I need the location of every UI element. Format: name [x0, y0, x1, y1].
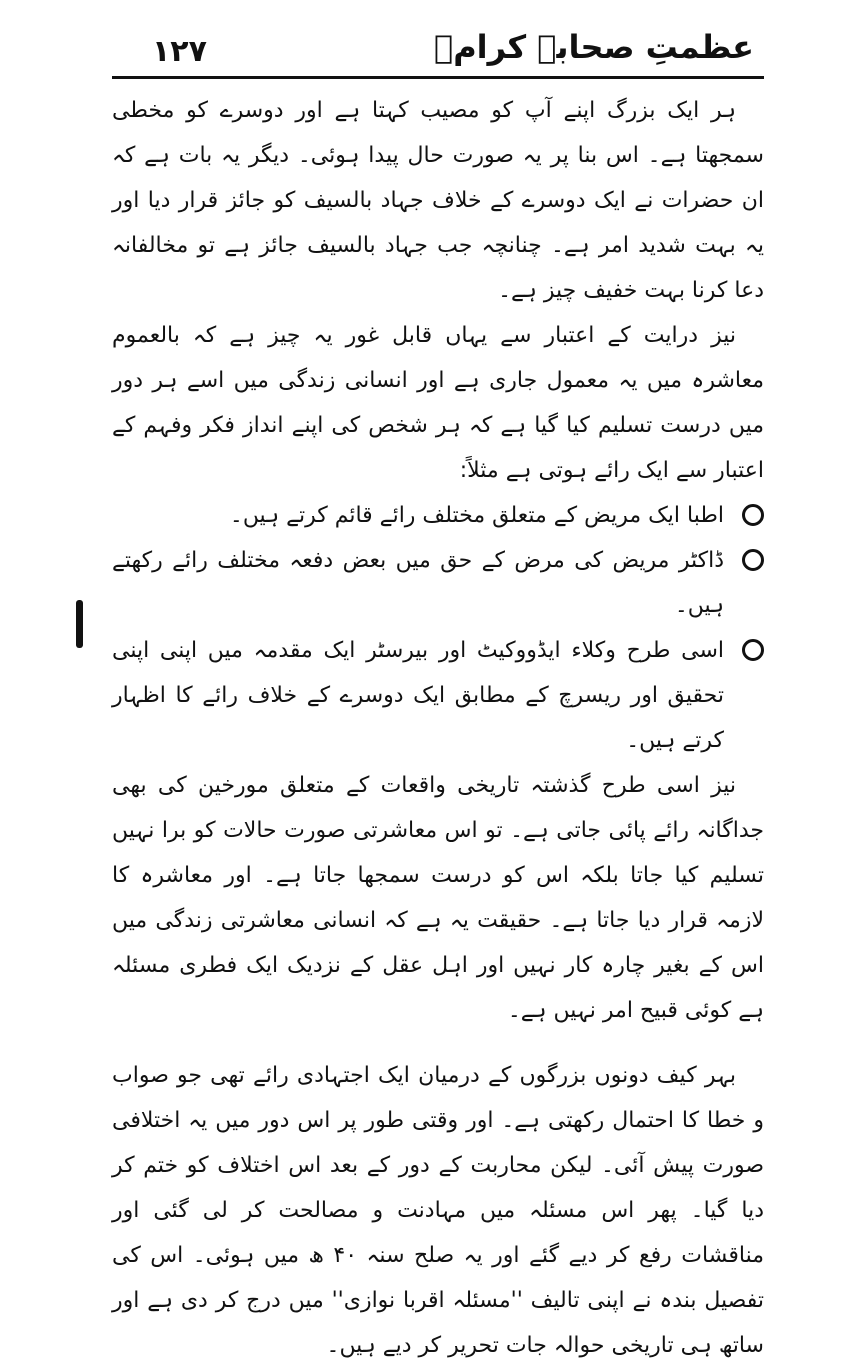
page-header	[112, 28, 754, 74]
circle-bullet-icon	[742, 549, 764, 571]
paragraph-3: نیز اسی طرح گذشتہ تاریخی واقعات کے متعلق مورخین کی بھی جداگانہ رائے پائی جاتی ہے۔ تو اس معاشرتی صورت حالات کو برا نہیں تسلیم کیا جاتا بلکہ اس کو درست سمجھا جاتا ہے۔ اور معاشرہ کا لازمہ قرار دیا جاتا ہے۔ حقیقت یہ ہے کہ انسانی معاشرتی زندگی میں اس کے بغیر چارہ کار نہیں اور اہل عقل کے نزدیک ایک فطری مسئلہ ہے کوئی قبیح امر نہیں ہے۔	[112, 773, 764, 1023]
paragraph-1: ہر ایک بزرگ اپنے آپ کو مصیب کہتا ہے اور دوسرے کو مخطی سمجھتا ہے۔ اس بنا پر یہ صورت حال پیدا ہوئی۔ دیگر یہ بات ہے کہ ان حضرات نے ایک دوسرے کے خلاف جہاد بالسیف کو جائز قرار دیا اور یہ بہت شدید امر ہے۔ چنانچہ جب جہاد بالسیف جائز ہے تو مخالفانہ دعا کرنا بہت خفیف چیز ہے۔	[112, 98, 764, 303]
bullet-text: اطبا ایک مریض کے متعلق مختلف رائے قائم کرتے ہیں۔	[229, 503, 724, 528]
page-body	[112, 88, 764, 1368]
paragraph-2: نیز درایت کے اعتبار سے یہاں قابل غور یہ چیز ہے کہ بالعموم معاشرہ میں یہ معمول جاری ہے اور انسانی زندگی میں اسے ہر دور میں درست تسلیم کیا گیا ہے کہ ہر شخص کی اپنے انداز فکر وفہم کے اعتبار سے ایک رائے ہوتی ہے مثلاً:	[112, 323, 764, 483]
bullet-item	[112, 628, 764, 763]
paragraph-4: بہر کیف دونوں بزرگوں کے درمیان ایک اجتہادی رائے تھی جو صواب و خطا کا احتمال رکھتی ہے۔ اور وقتی طور پر اس دور میں یہ اختلافی صورت پیش آئی۔ لیکن محاربت کے دور کے بعد اس اختلاف کو ختم کر دیا گیا۔ پھر اس مسئلہ میں مہادنت و مصالحت کر لی گئی اور مناقشات رفع کر دیے گئے اور یہ صلح سنہ ۴۰ ھ میں ہوئی۔ اس کی تفصیل بندہ نے اپنی تالیف ''مسئلہ اقربا نوازی'' میں درج کر دی ہے اور ساتھ ہی تاریخی حوالہ جات تحریر کر دیے ہیں۔	[112, 1063, 764, 1358]
circle-bullet-icon	[742, 504, 764, 526]
bullet-text: ڈاکٹر مریض کی مرض کے حق میں بعض دفعہ مختلف رائے رکھتے ہیں۔	[112, 548, 724, 618]
bullet-item	[112, 538, 764, 628]
running-title: عظمتِ صحابہ کرامؓ	[434, 28, 754, 66]
bullet-item	[112, 493, 764, 538]
circle-bullet-icon	[742, 639, 764, 661]
margin-mark	[76, 600, 83, 648]
header-rule	[112, 76, 764, 79]
page-number: ۱۲۷	[152, 34, 207, 69]
bullet-text: اسی طرح وکلاء ایڈووکیٹ اور بیرسٹر ایک مقدمہ میں اپنی اپنی تحقیق اور ریسرچ کے مطابق ایک دوسرے کے خلاف رائے کا اظہار کرتے ہیں۔	[112, 638, 724, 753]
